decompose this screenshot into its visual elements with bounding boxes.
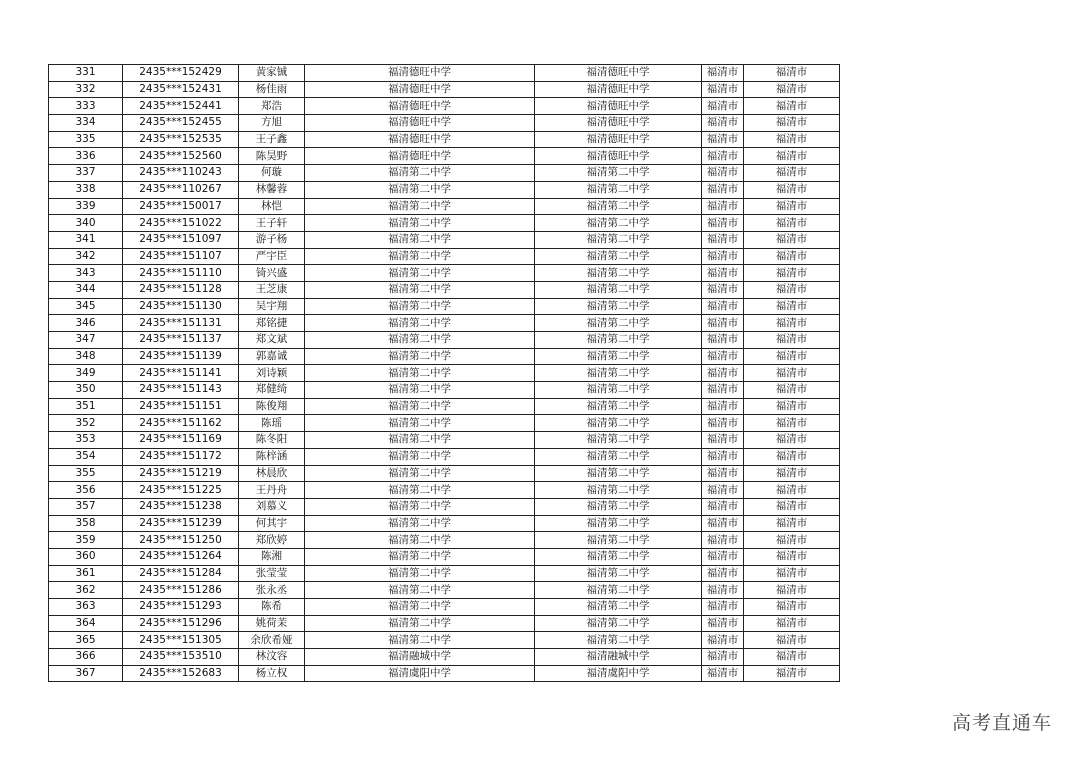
city-cell: 福清市 [702, 599, 744, 616]
school-cell-2: 福清第二中学 [535, 515, 702, 532]
school-cell-2: 福清第二中学 [535, 248, 702, 265]
city-cell-2: 福清市 [744, 582, 840, 599]
row-number-cell: 340 [49, 215, 123, 232]
school-cell: 福清第二中学 [305, 465, 535, 482]
school-cell-2: 福清第二中学 [535, 548, 702, 565]
school-cell-2: 福清德旺中学 [535, 148, 702, 165]
school-cell-2: 福清第二中学 [535, 181, 702, 198]
city-cell: 福清市 [702, 131, 744, 148]
row-number-cell: 357 [49, 498, 123, 515]
school-cell: 福清德旺中学 [305, 98, 535, 115]
row-number-cell: 359 [49, 532, 123, 549]
row-number-cell: 367 [49, 665, 123, 682]
row-number-cell: 334 [49, 115, 123, 132]
school-cell: 福清第二中学 [305, 265, 535, 282]
student-name-cell: 林汶容 [239, 649, 305, 666]
student-name-cell: 林晨欣 [239, 465, 305, 482]
city-cell: 福清市 [702, 632, 744, 649]
school-cell-2: 福清第二中学 [535, 465, 702, 482]
row-number-cell: 344 [49, 281, 123, 298]
exam-id-cell: 2435***110267 [123, 181, 239, 198]
student-name-cell: 姚荷茉 [239, 615, 305, 632]
city-cell-2: 福清市 [744, 332, 840, 349]
school-cell: 福清第二中学 [305, 215, 535, 232]
exam-id-cell: 2435***152441 [123, 98, 239, 115]
city-cell-2: 福清市 [744, 632, 840, 649]
school-cell-2: 福清第二中学 [535, 348, 702, 365]
city-cell: 福清市 [702, 398, 744, 415]
city-cell: 福清市 [702, 365, 744, 382]
table-row [49, 265, 840, 282]
table-row [49, 65, 840, 82]
city-cell: 福清市 [702, 498, 744, 515]
row-number-cell: 336 [49, 148, 123, 165]
school-cell-2: 福清第二中学 [535, 448, 702, 465]
table-row [49, 582, 840, 599]
row-number-cell: 338 [49, 181, 123, 198]
city-cell: 福清市 [702, 165, 744, 182]
school-cell: 福清第二中学 [305, 532, 535, 549]
city-cell: 福清市 [702, 115, 744, 132]
student-name-cell: 游子杨 [239, 231, 305, 248]
city-cell-2: 福清市 [744, 181, 840, 198]
city-cell: 福清市 [702, 81, 744, 98]
school-cell-2: 福清第二中学 [535, 415, 702, 432]
student-name-cell: 王子鑫 [239, 131, 305, 148]
school-cell: 福清德旺中学 [305, 81, 535, 98]
table-row [49, 148, 840, 165]
exam-id-cell: 2435***151172 [123, 448, 239, 465]
roster-table-body [49, 65, 840, 682]
school-cell: 福清第二中学 [305, 398, 535, 415]
city-cell: 福清市 [702, 65, 744, 82]
city-cell: 福清市 [702, 465, 744, 482]
school-cell: 福清虞阳中学 [305, 665, 535, 682]
table-row [49, 482, 840, 499]
city-cell-2: 福清市 [744, 281, 840, 298]
city-cell-2: 福清市 [744, 248, 840, 265]
student-name-cell: 张永丞 [239, 582, 305, 599]
row-number-cell: 363 [49, 599, 123, 616]
table-row [49, 231, 840, 248]
city-cell-2: 福清市 [744, 148, 840, 165]
student-name-cell: 郑铭捷 [239, 315, 305, 332]
exam-id-cell: 2435***151141 [123, 365, 239, 382]
exam-id-cell: 2435***151151 [123, 398, 239, 415]
school-cell: 福清第二中学 [305, 332, 535, 349]
school-cell-2: 福清第二中学 [535, 231, 702, 248]
school-cell: 福清第二中学 [305, 165, 535, 182]
school-cell: 福清第二中学 [305, 248, 535, 265]
row-number-cell: 342 [49, 248, 123, 265]
student-name-cell: 王芝康 [239, 281, 305, 298]
student-name-cell: 张莹莹 [239, 565, 305, 582]
student-name-cell: 刘慕义 [239, 498, 305, 515]
student-name-cell: 杨立权 [239, 665, 305, 682]
exam-id-cell: 2435***151137 [123, 332, 239, 349]
city-cell: 福清市 [702, 665, 744, 682]
school-cell: 福清德旺中学 [305, 131, 535, 148]
city-cell: 福清市 [702, 215, 744, 232]
row-number-cell: 332 [49, 81, 123, 98]
exam-id-cell: 2435***151305 [123, 632, 239, 649]
school-cell: 福清第二中学 [305, 298, 535, 315]
school-cell-2: 福清第二中学 [535, 281, 702, 298]
city-cell-2: 福清市 [744, 65, 840, 82]
school-cell: 福清第二中学 [305, 565, 535, 582]
table-row [49, 498, 840, 515]
school-cell-2: 福清第二中学 [535, 632, 702, 649]
student-name-cell: 黄家铖 [239, 65, 305, 82]
table-row [49, 665, 840, 682]
city-cell: 福清市 [702, 649, 744, 666]
row-number-cell: 337 [49, 165, 123, 182]
table-row [49, 81, 840, 98]
city-cell-2: 福清市 [744, 298, 840, 315]
school-cell-2: 福清德旺中学 [535, 81, 702, 98]
school-cell: 福清第二中学 [305, 599, 535, 616]
city-cell: 福清市 [702, 148, 744, 165]
exam-id-cell: 2435***151286 [123, 582, 239, 599]
student-name-cell: 刘诗颖 [239, 365, 305, 382]
student-name-cell: 吴宇翔 [239, 298, 305, 315]
exam-id-cell: 2435***151022 [123, 215, 239, 232]
city-cell-2: 福清市 [744, 665, 840, 682]
exam-id-cell: 2435***151139 [123, 348, 239, 365]
exam-id-cell: 2435***151293 [123, 599, 239, 616]
table-row [49, 465, 840, 482]
school-cell-2: 福清第二中学 [535, 398, 702, 415]
table-row [49, 115, 840, 132]
city-cell: 福清市 [702, 382, 744, 399]
row-number-cell: 347 [49, 332, 123, 349]
school-cell: 福清第二中学 [305, 448, 535, 465]
student-name-cell: 林恺 [239, 198, 305, 215]
exam-id-cell: 2435***151162 [123, 415, 239, 432]
exam-id-cell: 2435***151219 [123, 465, 239, 482]
table-row [49, 165, 840, 182]
school-cell-2: 福清德旺中学 [535, 115, 702, 132]
exam-id-cell: 2435***151238 [123, 498, 239, 515]
student-name-cell: 陈冬阳 [239, 432, 305, 449]
city-cell: 福清市 [702, 532, 744, 549]
school-cell: 福清第二中学 [305, 582, 535, 599]
school-cell-2: 福清第二中学 [535, 315, 702, 332]
school-cell-2: 福清德旺中学 [535, 131, 702, 148]
city-cell-2: 福清市 [744, 98, 840, 115]
exam-id-cell: 2435***151130 [123, 298, 239, 315]
city-cell-2: 福清市 [744, 382, 840, 399]
city-cell-2: 福清市 [744, 565, 840, 582]
school-cell-2: 福清第二中学 [535, 615, 702, 632]
student-name-cell: 陈瑶 [239, 415, 305, 432]
city-cell-2: 福清市 [744, 131, 840, 148]
student-name-cell: 陈俊翔 [239, 398, 305, 415]
school-cell: 福清德旺中学 [305, 115, 535, 132]
city-cell-2: 福清市 [744, 415, 840, 432]
row-number-cell: 362 [49, 582, 123, 599]
table-row [49, 365, 840, 382]
school-cell: 福清德旺中学 [305, 148, 535, 165]
row-number-cell: 349 [49, 365, 123, 382]
table-row [49, 565, 840, 582]
school-cell-2: 福清第二中学 [535, 332, 702, 349]
table-row [49, 548, 840, 565]
school-cell-2: 福清第二中学 [535, 498, 702, 515]
table-row [49, 298, 840, 315]
table-row [49, 181, 840, 198]
row-number-cell: 339 [49, 198, 123, 215]
city-cell: 福清市 [702, 315, 744, 332]
exam-id-cell: 2435***152683 [123, 665, 239, 682]
city-cell-2: 福清市 [744, 448, 840, 465]
student-name-cell: 郑浩 [239, 98, 305, 115]
city-cell-2: 福清市 [744, 215, 840, 232]
student-name-cell: 余欣希娅 [239, 632, 305, 649]
city-cell: 福清市 [702, 281, 744, 298]
school-cell: 福清第二中学 [305, 181, 535, 198]
school-cell: 福清第二中学 [305, 482, 535, 499]
school-cell-2: 福清第二中学 [535, 265, 702, 282]
school-cell-2: 福清第二中学 [535, 165, 702, 182]
city-cell-2: 福清市 [744, 599, 840, 616]
school-cell-2: 福清第二中学 [535, 582, 702, 599]
exam-id-cell: 2435***151097 [123, 231, 239, 248]
city-cell-2: 福清市 [744, 515, 840, 532]
school-cell-2: 福清第二中学 [535, 365, 702, 382]
city-cell: 福清市 [702, 198, 744, 215]
row-number-cell: 346 [49, 315, 123, 332]
school-cell: 福清第二中学 [305, 231, 535, 248]
city-cell: 福清市 [702, 348, 744, 365]
exam-id-cell: 2435***151264 [123, 548, 239, 565]
city-cell: 福清市 [702, 548, 744, 565]
row-number-cell: 353 [49, 432, 123, 449]
city-cell-2: 福清市 [744, 315, 840, 332]
city-cell: 福清市 [702, 181, 744, 198]
city-cell: 福清市 [702, 332, 744, 349]
exam-id-cell: 2435***110243 [123, 165, 239, 182]
city-cell: 福清市 [702, 582, 744, 599]
exam-id-cell: 2435***152560 [123, 148, 239, 165]
row-number-cell: 364 [49, 615, 123, 632]
table-row [49, 432, 840, 449]
school-cell: 福清第二中学 [305, 315, 535, 332]
school-cell-2: 福清第二中学 [535, 532, 702, 549]
school-cell-2: 福清第二中学 [535, 198, 702, 215]
row-number-cell: 366 [49, 649, 123, 666]
student-name-cell: 郑健绮 [239, 382, 305, 399]
city-cell: 福清市 [702, 482, 744, 499]
city-cell-2: 福清市 [744, 81, 840, 98]
table-row [49, 632, 840, 649]
city-cell-2: 福清市 [744, 532, 840, 549]
city-cell: 福清市 [702, 415, 744, 432]
student-name-cell: 王子轩 [239, 215, 305, 232]
exam-id-cell: 2435***151169 [123, 432, 239, 449]
exam-id-cell: 2435***151225 [123, 482, 239, 499]
city-cell-2: 福清市 [744, 231, 840, 248]
city-cell: 福清市 [702, 248, 744, 265]
city-cell-2: 福清市 [744, 649, 840, 666]
city-cell: 福清市 [702, 298, 744, 315]
table-row [49, 198, 840, 215]
city-cell-2: 福清市 [744, 498, 840, 515]
table-row [49, 215, 840, 232]
row-number-cell: 343 [49, 265, 123, 282]
exam-id-cell: 2435***152455 [123, 115, 239, 132]
school-cell: 福清第二中学 [305, 415, 535, 432]
table-row [49, 348, 840, 365]
school-cell: 福清第二中学 [305, 548, 535, 565]
student-name-cell: 陈昊野 [239, 148, 305, 165]
city-cell-2: 福清市 [744, 165, 840, 182]
table-row [49, 131, 840, 148]
table-row [49, 281, 840, 298]
student-name-cell: 陈希 [239, 599, 305, 616]
exam-id-cell: 2435***151143 [123, 382, 239, 399]
school-cell-2: 福清第二中学 [535, 482, 702, 499]
school-cell-2: 福清第二中学 [535, 599, 702, 616]
table-row [49, 415, 840, 432]
exam-id-cell: 2435***152429 [123, 65, 239, 82]
row-number-cell: 356 [49, 482, 123, 499]
row-number-cell: 345 [49, 298, 123, 315]
student-name-cell: 陈梓涵 [239, 448, 305, 465]
table-row [49, 98, 840, 115]
city-cell: 福清市 [702, 448, 744, 465]
city-cell-2: 福清市 [744, 265, 840, 282]
row-number-cell: 333 [49, 98, 123, 115]
city-cell-2: 福清市 [744, 365, 840, 382]
school-cell: 福清第二中学 [305, 432, 535, 449]
student-name-cell: 严宇臣 [239, 248, 305, 265]
row-number-cell: 331 [49, 65, 123, 82]
student-name-cell: 林馨蓉 [239, 181, 305, 198]
city-cell: 福清市 [702, 265, 744, 282]
student-name-cell: 郑欣婷 [239, 532, 305, 549]
table-row [49, 615, 840, 632]
exam-id-cell: 2435***151239 [123, 515, 239, 532]
exam-id-cell: 2435***153510 [123, 649, 239, 666]
row-number-cell: 350 [49, 382, 123, 399]
city-cell-2: 福清市 [744, 398, 840, 415]
row-number-cell: 335 [49, 131, 123, 148]
school-cell: 福清第二中学 [305, 382, 535, 399]
school-cell: 福清第二中学 [305, 365, 535, 382]
school-cell-2: 福清第二中学 [535, 382, 702, 399]
exam-id-cell: 2435***151110 [123, 265, 239, 282]
city-cell-2: 福清市 [744, 432, 840, 449]
school-cell: 福清第二中学 [305, 498, 535, 515]
table-row [49, 532, 840, 549]
exam-id-cell: 2435***152535 [123, 131, 239, 148]
school-cell: 福清第二中学 [305, 348, 535, 365]
school-cell: 福清第二中学 [305, 198, 535, 215]
table-row [49, 599, 840, 616]
school-cell: 福清第二中学 [305, 281, 535, 298]
city-cell: 福清市 [702, 432, 744, 449]
student-name-cell: 方旭 [239, 115, 305, 132]
row-number-cell: 352 [49, 415, 123, 432]
row-number-cell: 355 [49, 465, 123, 482]
school-cell-2: 福清德旺中学 [535, 65, 702, 82]
city-cell-2: 福清市 [744, 348, 840, 365]
school-cell-2: 福清德旺中学 [535, 98, 702, 115]
city-cell-2: 福清市 [744, 615, 840, 632]
exam-id-cell: 2435***151128 [123, 281, 239, 298]
row-number-cell: 354 [49, 448, 123, 465]
table-row [49, 382, 840, 399]
school-cell-2: 福清融城中学 [535, 649, 702, 666]
student-name-cell: 锜兴盛 [239, 265, 305, 282]
exam-id-cell: 2435***151250 [123, 532, 239, 549]
roster-table [48, 64, 840, 682]
row-number-cell: 348 [49, 348, 123, 365]
exam-id-cell: 2435***151131 [123, 315, 239, 332]
row-number-cell: 341 [49, 231, 123, 248]
exam-id-cell: 2435***151107 [123, 248, 239, 265]
student-name-cell: 郑文斌 [239, 332, 305, 349]
student-name-cell: 郭嘉诚 [239, 348, 305, 365]
city-cell: 福清市 [702, 565, 744, 582]
city-cell-2: 福清市 [744, 548, 840, 565]
table-row [49, 649, 840, 666]
table-row [49, 515, 840, 532]
student-name-cell: 王丹舟 [239, 482, 305, 499]
exam-id-cell: 2435***150017 [123, 198, 239, 215]
table-row [49, 448, 840, 465]
city-cell: 福清市 [702, 515, 744, 532]
school-cell: 福清德旺中学 [305, 65, 535, 82]
school-cell: 福清第二中学 [305, 615, 535, 632]
school-cell-2: 福清第二中学 [535, 215, 702, 232]
student-name-cell: 何其宇 [239, 515, 305, 532]
row-number-cell: 361 [49, 565, 123, 582]
school-cell-2: 福清第二中学 [535, 565, 702, 582]
row-number-cell: 351 [49, 398, 123, 415]
table-row [49, 315, 840, 332]
city-cell: 福清市 [702, 615, 744, 632]
table-row [49, 398, 840, 415]
exam-id-cell: 2435***152431 [123, 81, 239, 98]
city-cell-2: 福清市 [744, 198, 840, 215]
row-number-cell: 365 [49, 632, 123, 649]
student-name-cell: 杨佳雨 [239, 81, 305, 98]
exam-id-cell: 2435***151296 [123, 615, 239, 632]
school-cell: 福清第二中学 [305, 632, 535, 649]
city-cell: 福清市 [702, 231, 744, 248]
exam-id-cell: 2435***151284 [123, 565, 239, 582]
row-number-cell: 360 [49, 548, 123, 565]
table-row [49, 332, 840, 349]
watermark-logo-text: 高考直通车 [951, 712, 1052, 734]
school-cell-2: 福清虞阳中学 [535, 665, 702, 682]
row-number-cell: 358 [49, 515, 123, 532]
school-cell: 福清第二中学 [305, 515, 535, 532]
city-cell-2: 福清市 [744, 482, 840, 499]
school-cell: 福清融城中学 [305, 649, 535, 666]
school-cell-2: 福清第二中学 [535, 432, 702, 449]
student-name-cell: 陈湘 [239, 548, 305, 565]
table-row [49, 248, 840, 265]
student-name-cell: 何璇 [239, 165, 305, 182]
city-cell-2: 福清市 [744, 115, 840, 132]
city-cell-2: 福清市 [744, 465, 840, 482]
city-cell: 福清市 [702, 98, 744, 115]
school-cell-2: 福清第二中学 [535, 298, 702, 315]
